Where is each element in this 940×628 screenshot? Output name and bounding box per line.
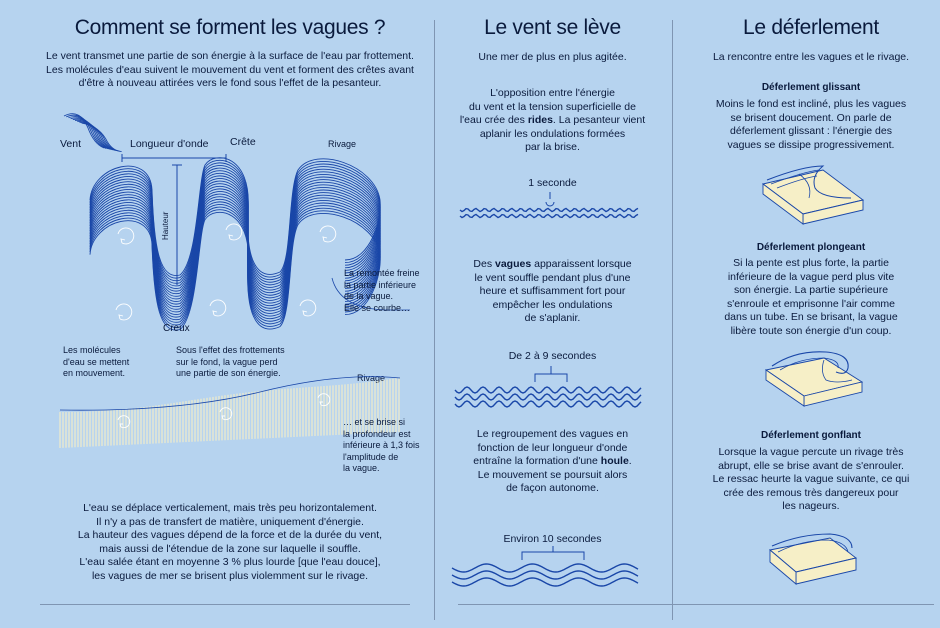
waves-illustration bbox=[455, 366, 645, 416]
bottom-rule-right bbox=[458, 604, 934, 605]
label-brise: … et se brise si la profondeur est inférieure à 1,3 fois l'amplitude de la vague. bbox=[343, 417, 420, 473]
col1-intro: Le vent transmet une partie de son énergie à la surface de l'eau par frottement. Les molécules d'eau suivent le mouvement du vent et forment des crêtes avant d'être à nouveau attirées vers le fond sous l'effet de la pesanteur. bbox=[46, 50, 414, 90]
s3-text: Lorsque la vague percute un rivage très abrupt, elle se brise avant de s'enrouler. Le ressac heurte la vague suivante, ce qui crée des remous très dangereux pour les nageurs. bbox=[712, 446, 910, 513]
label-frottements: Sous l'effet des frottements sur le fond, la vague perd une partie de son énergie. bbox=[176, 345, 285, 378]
label-creux: Creux bbox=[163, 323, 190, 334]
col2-para1: L'opposition entre l'énergie du vent et la tension superficielle de l'eau crée des rides. La pesanteur vient aplanir les ondulations formées par la brise. bbox=[459, 87, 646, 154]
column-divider-2 bbox=[672, 20, 673, 620]
glissant-block-illustration bbox=[763, 162, 863, 227]
col1-footer: L'eau se déplace verticalement, mais très peu horizontalement. Il n'y a pas de transfert de matière, uniquement d'énergie. La hauteur des vagues dépend de la force et de la durée du vent, mais aussi de l'étendue de la zone sur laquelle il souffle. L'eau salée étant en moyenne 3 % plus lourde [que l'eau douce], les vagues de mer se brisent plus violemment sur le rivage. bbox=[77, 502, 383, 582]
s3-title: Déferlement gonflant bbox=[760, 430, 861, 441]
col2-title: Le vent se lève bbox=[484, 16, 621, 39]
label-longueur-onde: Longueur d'onde bbox=[130, 138, 209, 150]
label-crete: Crête bbox=[230, 136, 256, 148]
label-hauteur: Hauteur bbox=[161, 211, 170, 240]
plongeant-block-illustration bbox=[766, 346, 866, 411]
s2-text: Si la pente est plus forte, la partie inférieure de la vague perd plus vite son énergie. La partie supérieure s'enroule et emprisonne l'air comme dans un tube. En se brisant, la vague libère toute son énergie d'un coup. bbox=[724, 257, 898, 337]
label-rivage-top: Rivage bbox=[328, 139, 357, 149]
period-1-label: 1 seconde bbox=[528, 177, 577, 189]
label-vent: Vent bbox=[60, 138, 82, 150]
col2-para3: Le regroupement des vagues en fonction de leur longueur d'onde entraîne la formation d'une houle. Le mouvement se poursuit alors de façon autonome. bbox=[473, 428, 632, 495]
s2-title: Déferlement plongeant bbox=[756, 242, 866, 253]
label-molecules: Les molécules d'eau se mettent en mouvement. bbox=[63, 345, 130, 378]
s1-text: Moins le fond est incliné, plus les vagues se brisent doucement. On parle de déferlement glissant : l'énergie des vagues se dissipe progressivement. bbox=[715, 98, 907, 151]
col1-title: Comment se forment les vagues ? bbox=[74, 16, 386, 39]
label-remontee: La remontée freine la partie inférieure de la vague. Elle se courbe… bbox=[344, 268, 420, 313]
ripples-illustration bbox=[460, 192, 640, 222]
col2-subtitle: Une mer de plus en plus agitée. bbox=[478, 51, 627, 63]
col3-subtitle: La rencontre entre les vagues et le rivage. bbox=[712, 51, 910, 63]
swell-illustration bbox=[452, 548, 642, 598]
s1-title: Déferlement glissant bbox=[761, 82, 861, 93]
period-2-label: De 2 à 9 secondes bbox=[508, 350, 597, 362]
bottom-rule-left bbox=[40, 604, 410, 605]
col2-para2: Des vagues apparaissent lorsque le vent souffle pendant plus d'une heure et suffisamment fort pour empêcher les ondulations de s'aplanir. bbox=[473, 258, 632, 325]
gonflant-block-illustration bbox=[770, 530, 870, 590]
period-3-label: Environ 10 secondes bbox=[503, 533, 602, 545]
col3-title: Le déferlement bbox=[743, 16, 879, 39]
label-rivage-bottom: Rivage bbox=[357, 373, 386, 383]
